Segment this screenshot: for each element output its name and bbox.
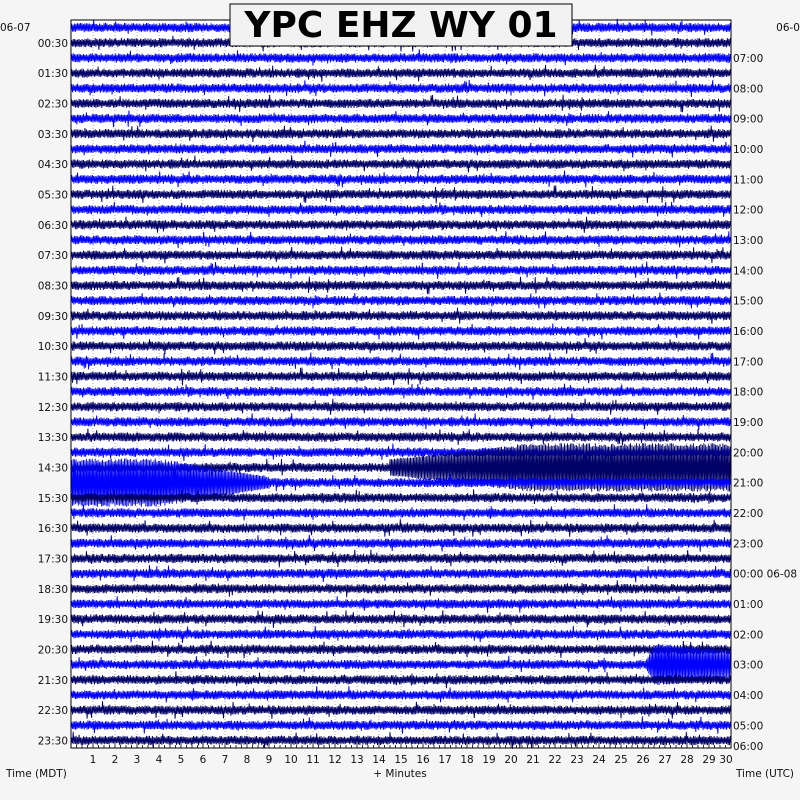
chart-title: YPC EHZ WY 01 [244, 5, 558, 46]
x-tick-label: 25 [614, 754, 628, 766]
left-time-label: 18:30 [37, 583, 68, 596]
x-tick-label: 13 [350, 754, 364, 766]
left-time-label: 15:30 [37, 492, 68, 505]
left-time-label: 10:30 [37, 341, 68, 354]
left-time-label: 08:30 [37, 280, 68, 293]
x-tick-label: 12 [328, 754, 342, 766]
x-tick-label: 5 [177, 754, 185, 766]
right-time-label: 19:00 [733, 416, 764, 429]
left-time-label: 05:30 [37, 189, 68, 202]
right-time-label: 13:00 [733, 234, 764, 247]
right-time-label: 04:00 [733, 689, 764, 702]
x-tick-label: 26 [636, 754, 650, 766]
left-time-label: 06:30 [37, 219, 68, 232]
x-tick-label: 7 [221, 754, 229, 766]
right-time-label: 10:00 [733, 143, 764, 156]
x-tick-label: 28 [680, 754, 694, 766]
x-tick-label: 3 [133, 754, 141, 766]
right-time-label: 08:00 [733, 83, 764, 96]
left-time-label: 14:30 [37, 462, 68, 475]
x-tick-label: 27 [658, 754, 672, 766]
x-tick-label: 1 [89, 754, 97, 766]
right-time-label: 14:00 [733, 265, 764, 278]
x-tick-label: 15 [394, 754, 408, 766]
x-tick-label: 30 [719, 754, 733, 766]
x-tick-label: 19 [482, 754, 496, 766]
left-time-label: 16:30 [37, 523, 68, 536]
left-time-label: 12:30 [37, 401, 68, 414]
right-time-label: 16:00 [733, 325, 764, 338]
x-tick-label: 18 [460, 754, 474, 766]
right-time-label: 05:00 [733, 720, 764, 733]
left-time-label: 19:30 [37, 614, 68, 627]
x-tick-label: 9 [265, 754, 273, 766]
x-tick-label: 4 [155, 754, 163, 766]
left-time-label: 21:30 [37, 674, 68, 687]
left-time-label: 13:30 [37, 432, 68, 445]
right-time-label: 12:00 [733, 204, 764, 217]
right-time-label: 18:00 [733, 386, 764, 399]
right-time-label: 00:00 06-08 [733, 568, 798, 581]
x-tick-label: 22 [548, 754, 562, 766]
x-tick-label: 6 [199, 754, 207, 766]
time-left-axis-label: Time (MDT) [6, 768, 67, 780]
time-right-axis-label: Time (UTC) [735, 768, 794, 780]
title-box [230, 4, 572, 46]
right-time-label: 09:00 [733, 113, 764, 126]
right-time-label: 06:00 [733, 741, 764, 753]
x-tick-label: 23 [570, 754, 584, 766]
x-tick-label: 21 [526, 754, 540, 766]
right-time-label: 15:00 [733, 295, 764, 308]
left-time-label: 11:30 [37, 371, 68, 384]
x-tick-label: 10 [284, 754, 298, 766]
x-tick-label: 16 [416, 754, 430, 766]
date-right: 06-0 [776, 22, 800, 34]
right-time-label: 23:00 [733, 538, 764, 551]
left-time-label: 07:30 [37, 250, 68, 263]
x-tick-label: 29 [702, 754, 716, 766]
right-time-label: 07:00 [733, 52, 764, 65]
right-time-label: 11:00 [733, 174, 764, 187]
x-tick-label: 11 [306, 754, 320, 766]
left-time-label: 03:30 [37, 128, 68, 141]
x-tick-label: 8 [243, 754, 251, 766]
x-axis-label: + Minutes [373, 768, 427, 780]
x-tick-label: 17 [438, 754, 452, 766]
right-time-label: 21:00 [733, 477, 764, 490]
x-tick-label: 2 [111, 754, 119, 766]
left-time-label: 02:30 [37, 98, 68, 111]
right-time-label: 02:00 [733, 629, 764, 642]
right-time-label: 17:00 [733, 356, 764, 369]
left-time-label: 01:30 [37, 68, 68, 81]
left-time-label: 20:30 [37, 644, 68, 657]
right-time-label: 03:00 [733, 659, 764, 672]
x-tick-label: 14 [372, 754, 386, 766]
right-time-label: 22:00 [733, 507, 764, 520]
left-time-label: 23:30 [37, 735, 68, 748]
left-time-label: 00:30 [37, 37, 68, 50]
date-left: 06-07 [0, 22, 31, 34]
right-time-label: 01:00 [733, 598, 764, 611]
x-tick-label: 20 [504, 754, 518, 766]
left-time-label: 22:30 [37, 705, 68, 718]
right-time-label: 20:00 [733, 447, 764, 460]
left-time-label: 09:30 [37, 310, 68, 323]
left-time-label: 17:30 [37, 553, 68, 566]
left-time-label: 04:30 [37, 159, 68, 172]
x-tick-label: 24 [592, 754, 606, 766]
